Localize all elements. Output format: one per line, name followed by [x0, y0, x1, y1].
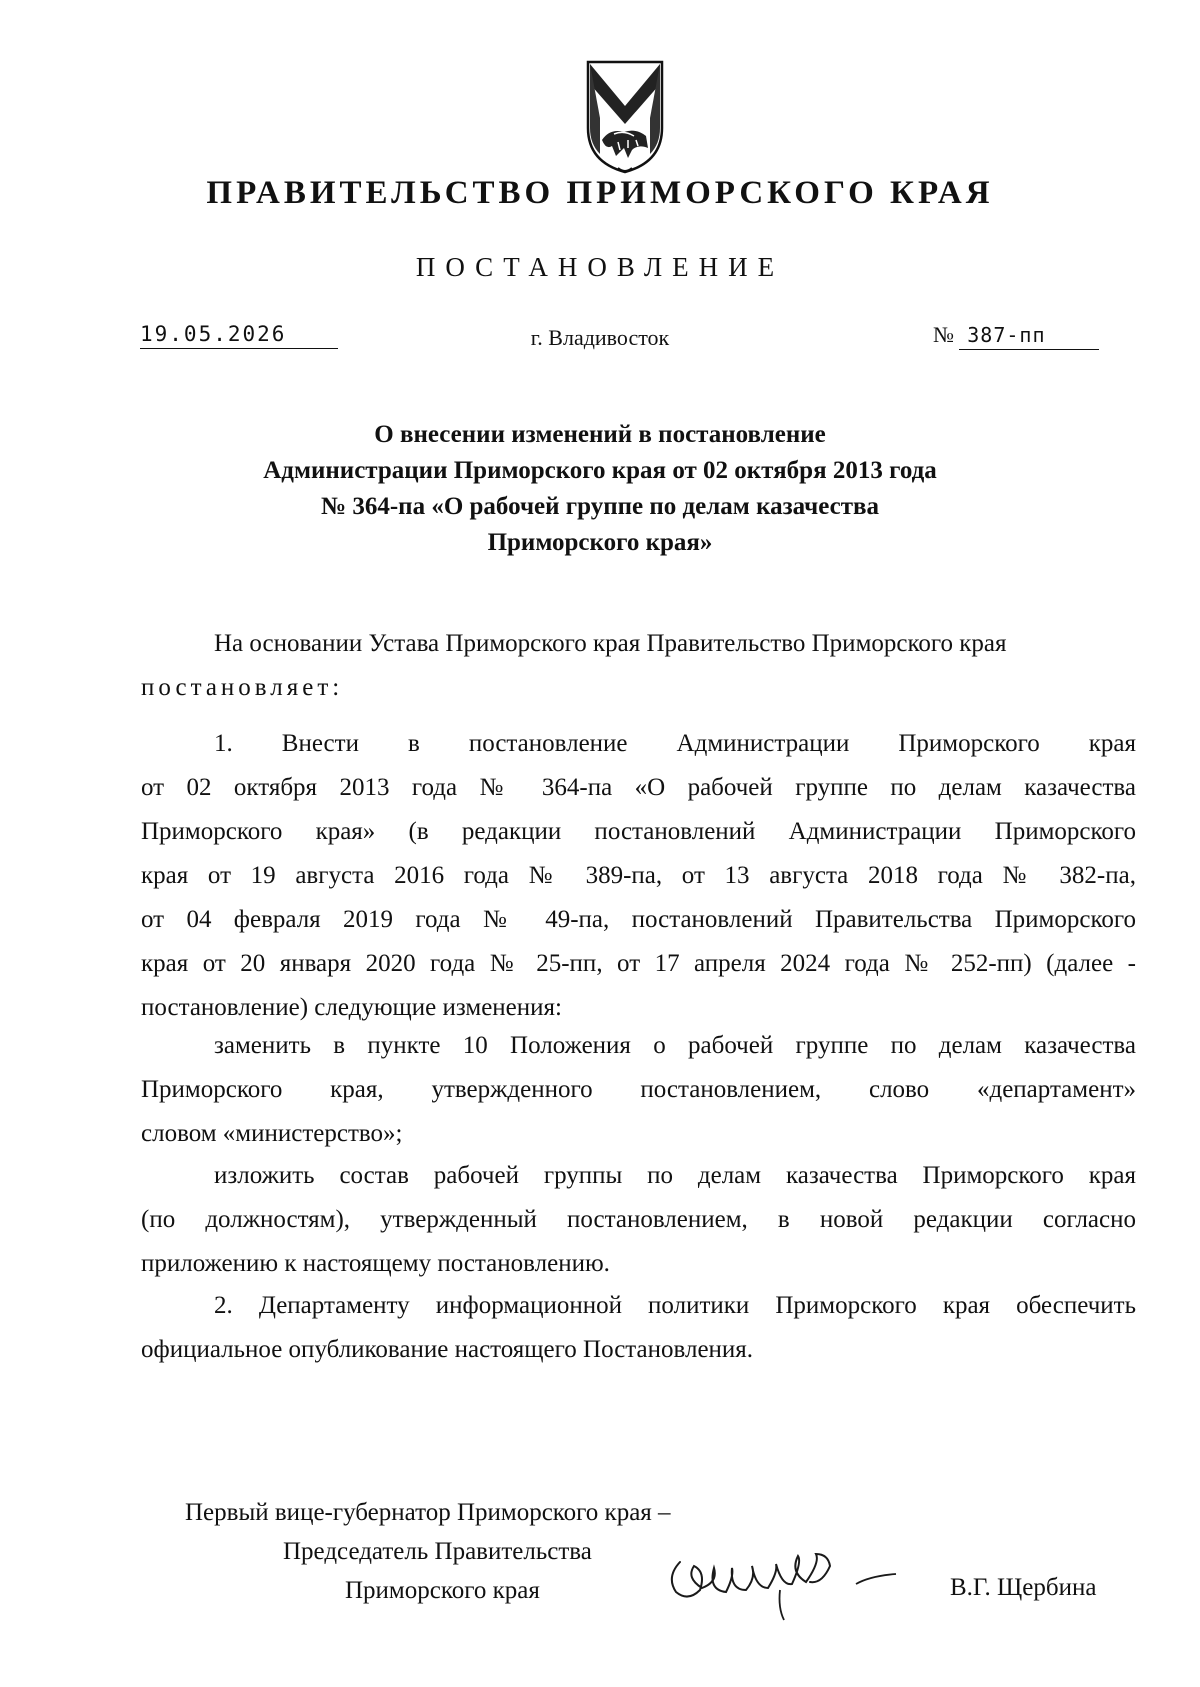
- item-2: [141, 1284, 1136, 1372]
- preamble-resolves: постановляет:: [141, 674, 344, 701]
- document-number-block: [933, 322, 1110, 350]
- item-2-line: 2. Департаменту информационной политики Приморского края обеспечить: [214, 1292, 1136, 1319]
- item-1: [141, 722, 1136, 1030]
- document-city: г. Владивосток: [530, 325, 670, 350]
- item-2-line: официальное опубликование настоящего Постановления.: [141, 1336, 754, 1363]
- signatory-title-line: Председатель Правительства: [283, 1538, 592, 1565]
- change-2-line: (по должностям), утвержденный постановлением, в новой редакции согласно: [141, 1206, 1136, 1233]
- document-date: 19.05.2026: [140, 322, 338, 349]
- item-1-line: постановление) следующие изменения:: [141, 994, 562, 1021]
- change-1: [141, 1024, 1136, 1156]
- change-1-line: заменить в пункте 10 Положения о рабочей группе по делам казачества: [214, 1032, 1136, 1059]
- change-1-line: Приморского края, утвержденного постановлением, слово «департамент»: [141, 1076, 1136, 1103]
- document-number: 387-пп: [959, 323, 1099, 350]
- signatory-name: В.Г. Щербина: [950, 1574, 1097, 1601]
- subject-line: № 364-па «О рабочей группе по делам казачества: [320, 493, 880, 520]
- document-subject: [180, 417, 1020, 561]
- change-2-line: приложению к настоящему постановлению.: [141, 1250, 610, 1277]
- item-1-line: от 02 октября 2013 года № 364-па «О рабочей группе по делам казачества: [141, 774, 1136, 801]
- subject-line: Приморского края»: [487, 529, 713, 556]
- preamble: [141, 622, 1136, 710]
- government-name: ПРАВИТЕЛЬСТВО ПРИМОРСКОГО КРАЯ: [206, 175, 994, 211]
- item-1-line: края от 20 января 2020 года № 25-пп, от 17 апреля 2024 года № 252-пп) (далее -: [141, 950, 1136, 977]
- subject-line: Администрации Приморского края от 02 октября 2013 года: [263, 457, 937, 484]
- signatory-title: [185, 1493, 671, 1610]
- document-type: ПОСТАНОВЛЕНИЕ: [415, 252, 785, 282]
- coat-of-arms-icon: [580, 58, 670, 176]
- item-1-line: Приморского края» (в редакции постановлений Администрации Приморского: [141, 818, 1136, 845]
- item-1-line: 1. Внести в постановление Администрации Приморского края: [214, 730, 1136, 757]
- change-2-line: изложить состав рабочей группы по делам казачества Приморского края: [214, 1162, 1136, 1189]
- item-1-line: от 04 февраля 2019 года № 49-па, постановлений Правительства Приморского: [141, 906, 1136, 933]
- subject-line: О внесении изменений в постановление: [374, 421, 826, 448]
- item-1-line: края от 19 августа 2016 года № 389-па, от 13 августа 2018 года № 382-па,: [141, 862, 1136, 889]
- signatory-title-line: Приморского края: [345, 1577, 540, 1604]
- change-1-line: словом «министерство»;: [141, 1120, 403, 1147]
- number-sign: №: [933, 322, 954, 347]
- signatory-title-line: Первый вице-губернатор Приморского края –: [185, 1499, 671, 1526]
- change-2: [141, 1154, 1136, 1286]
- handwritten-signature: [660, 1532, 900, 1627]
- preamble-line: На основании Устава Приморского края Правительство Приморского края: [214, 630, 1007, 657]
